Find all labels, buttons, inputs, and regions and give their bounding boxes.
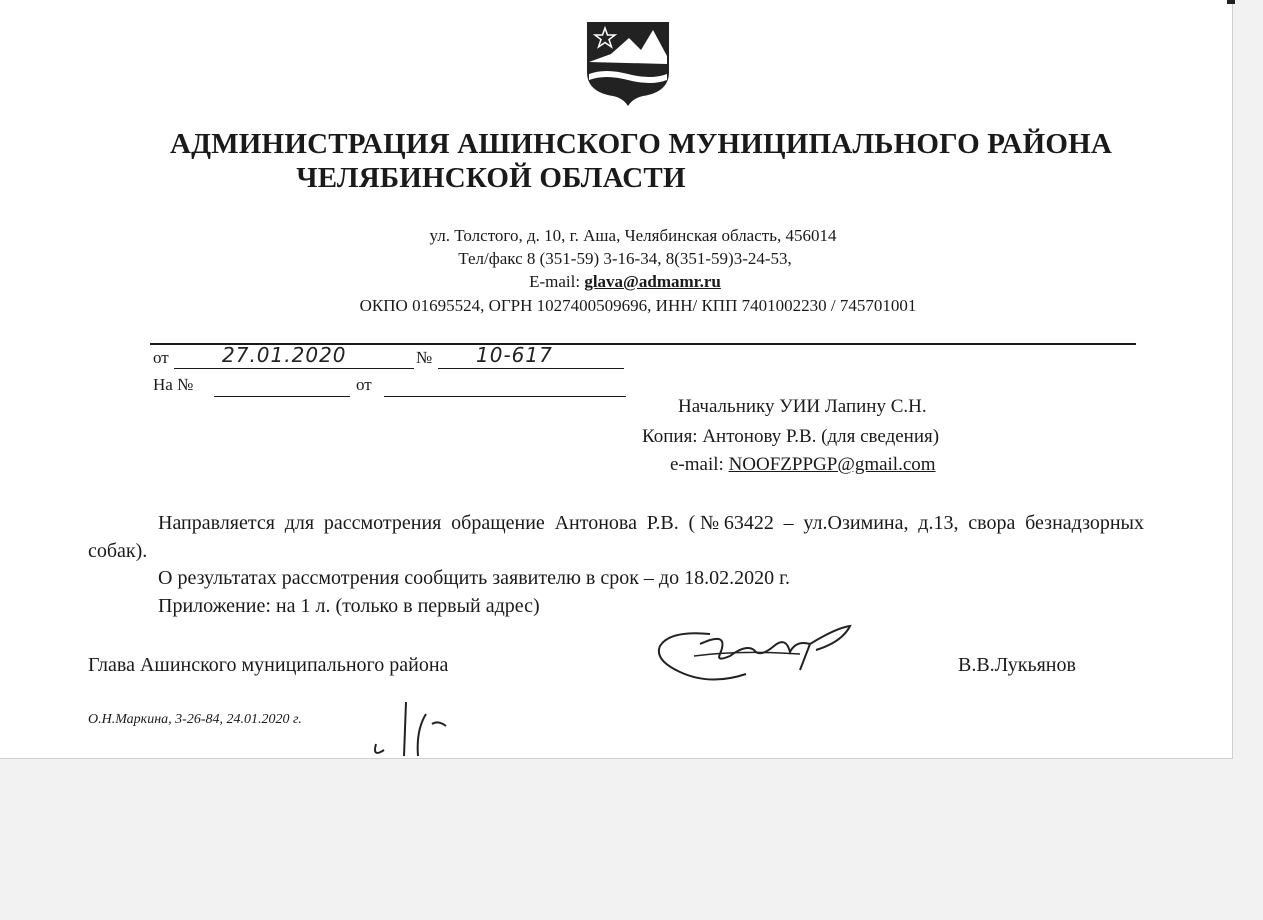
executor-info: О.Н.Маркина, 3-26-84, 24.01.2020 г. [88,712,302,727]
addressee-primary: Начальнику УИИ Лапину С.Н. [678,396,927,417]
scan-edge-mark [1227,0,1235,4]
email-prefix: E-mail: [529,272,585,291]
addressee-email-link[interactable]: NOOFZPPGP@gmail.com [728,454,936,475]
reply-number-blank [214,378,350,397]
reply-number-label: На № [153,375,194,394]
header-email-link[interactable]: glava@admamr.ru [584,272,721,291]
body-paragraph-deadline: О результатах рассмотрения сообщить заявителю в срок – до 18.02.2020 г. [158,567,791,589]
header-email-line [0,272,1263,292]
postal-address: ул. Толстого, д. 10, г. Аша, Челябинская область, 456014 [429,226,837,245]
initials-mark-icon [366,700,456,758]
registration-codes: ОКПО 01695524, ОГРН 1027400509696, ИНН/ КПП 7401002230 / 745701001 [359,296,917,315]
organization-region: ЧЕЛЯБИНСКОЙ ОБЛАСТИ [296,162,686,194]
body-paragraph-attachment: Приложение: на 1 л. (только в первый адрес) [158,595,540,617]
organization-name: АДМИНИСТРАЦИЯ АШИНСКОГО МУНИЦИПАЛЬНОГО РАЙОНА [169,128,1113,160]
body-paragraph-request: Направляется для рассмотрения обращение Антонова Р.В. (№63422 – ул.Озимина, д.13, свора безнадзорных собак). [88,512,1144,562]
addressee-copy: Копия: Антонову Р.В. (для сведения) [642,426,940,447]
from-label: от [153,348,169,367]
municipal-crest-icon [585,20,671,106]
addressee-email-line [670,454,936,476]
handwritten-signature-icon [650,620,860,692]
document-number: 10-617 [476,343,553,367]
number-label: № [416,348,433,367]
document-date: 27.01.2020 [222,343,347,367]
signatory-name: В.В.Лукьянов [958,654,1076,676]
signatory-position: Глава Ашинского муниципального района [88,654,449,676]
reply-date-blank [384,378,626,397]
reply-from-label: от [356,375,372,394]
phone-fax: Тел/факс 8 (351-59) 3-16-34, 8(351-59)3-24-53, [458,249,792,268]
addressee-email-prefix: e-mail: [670,454,729,475]
